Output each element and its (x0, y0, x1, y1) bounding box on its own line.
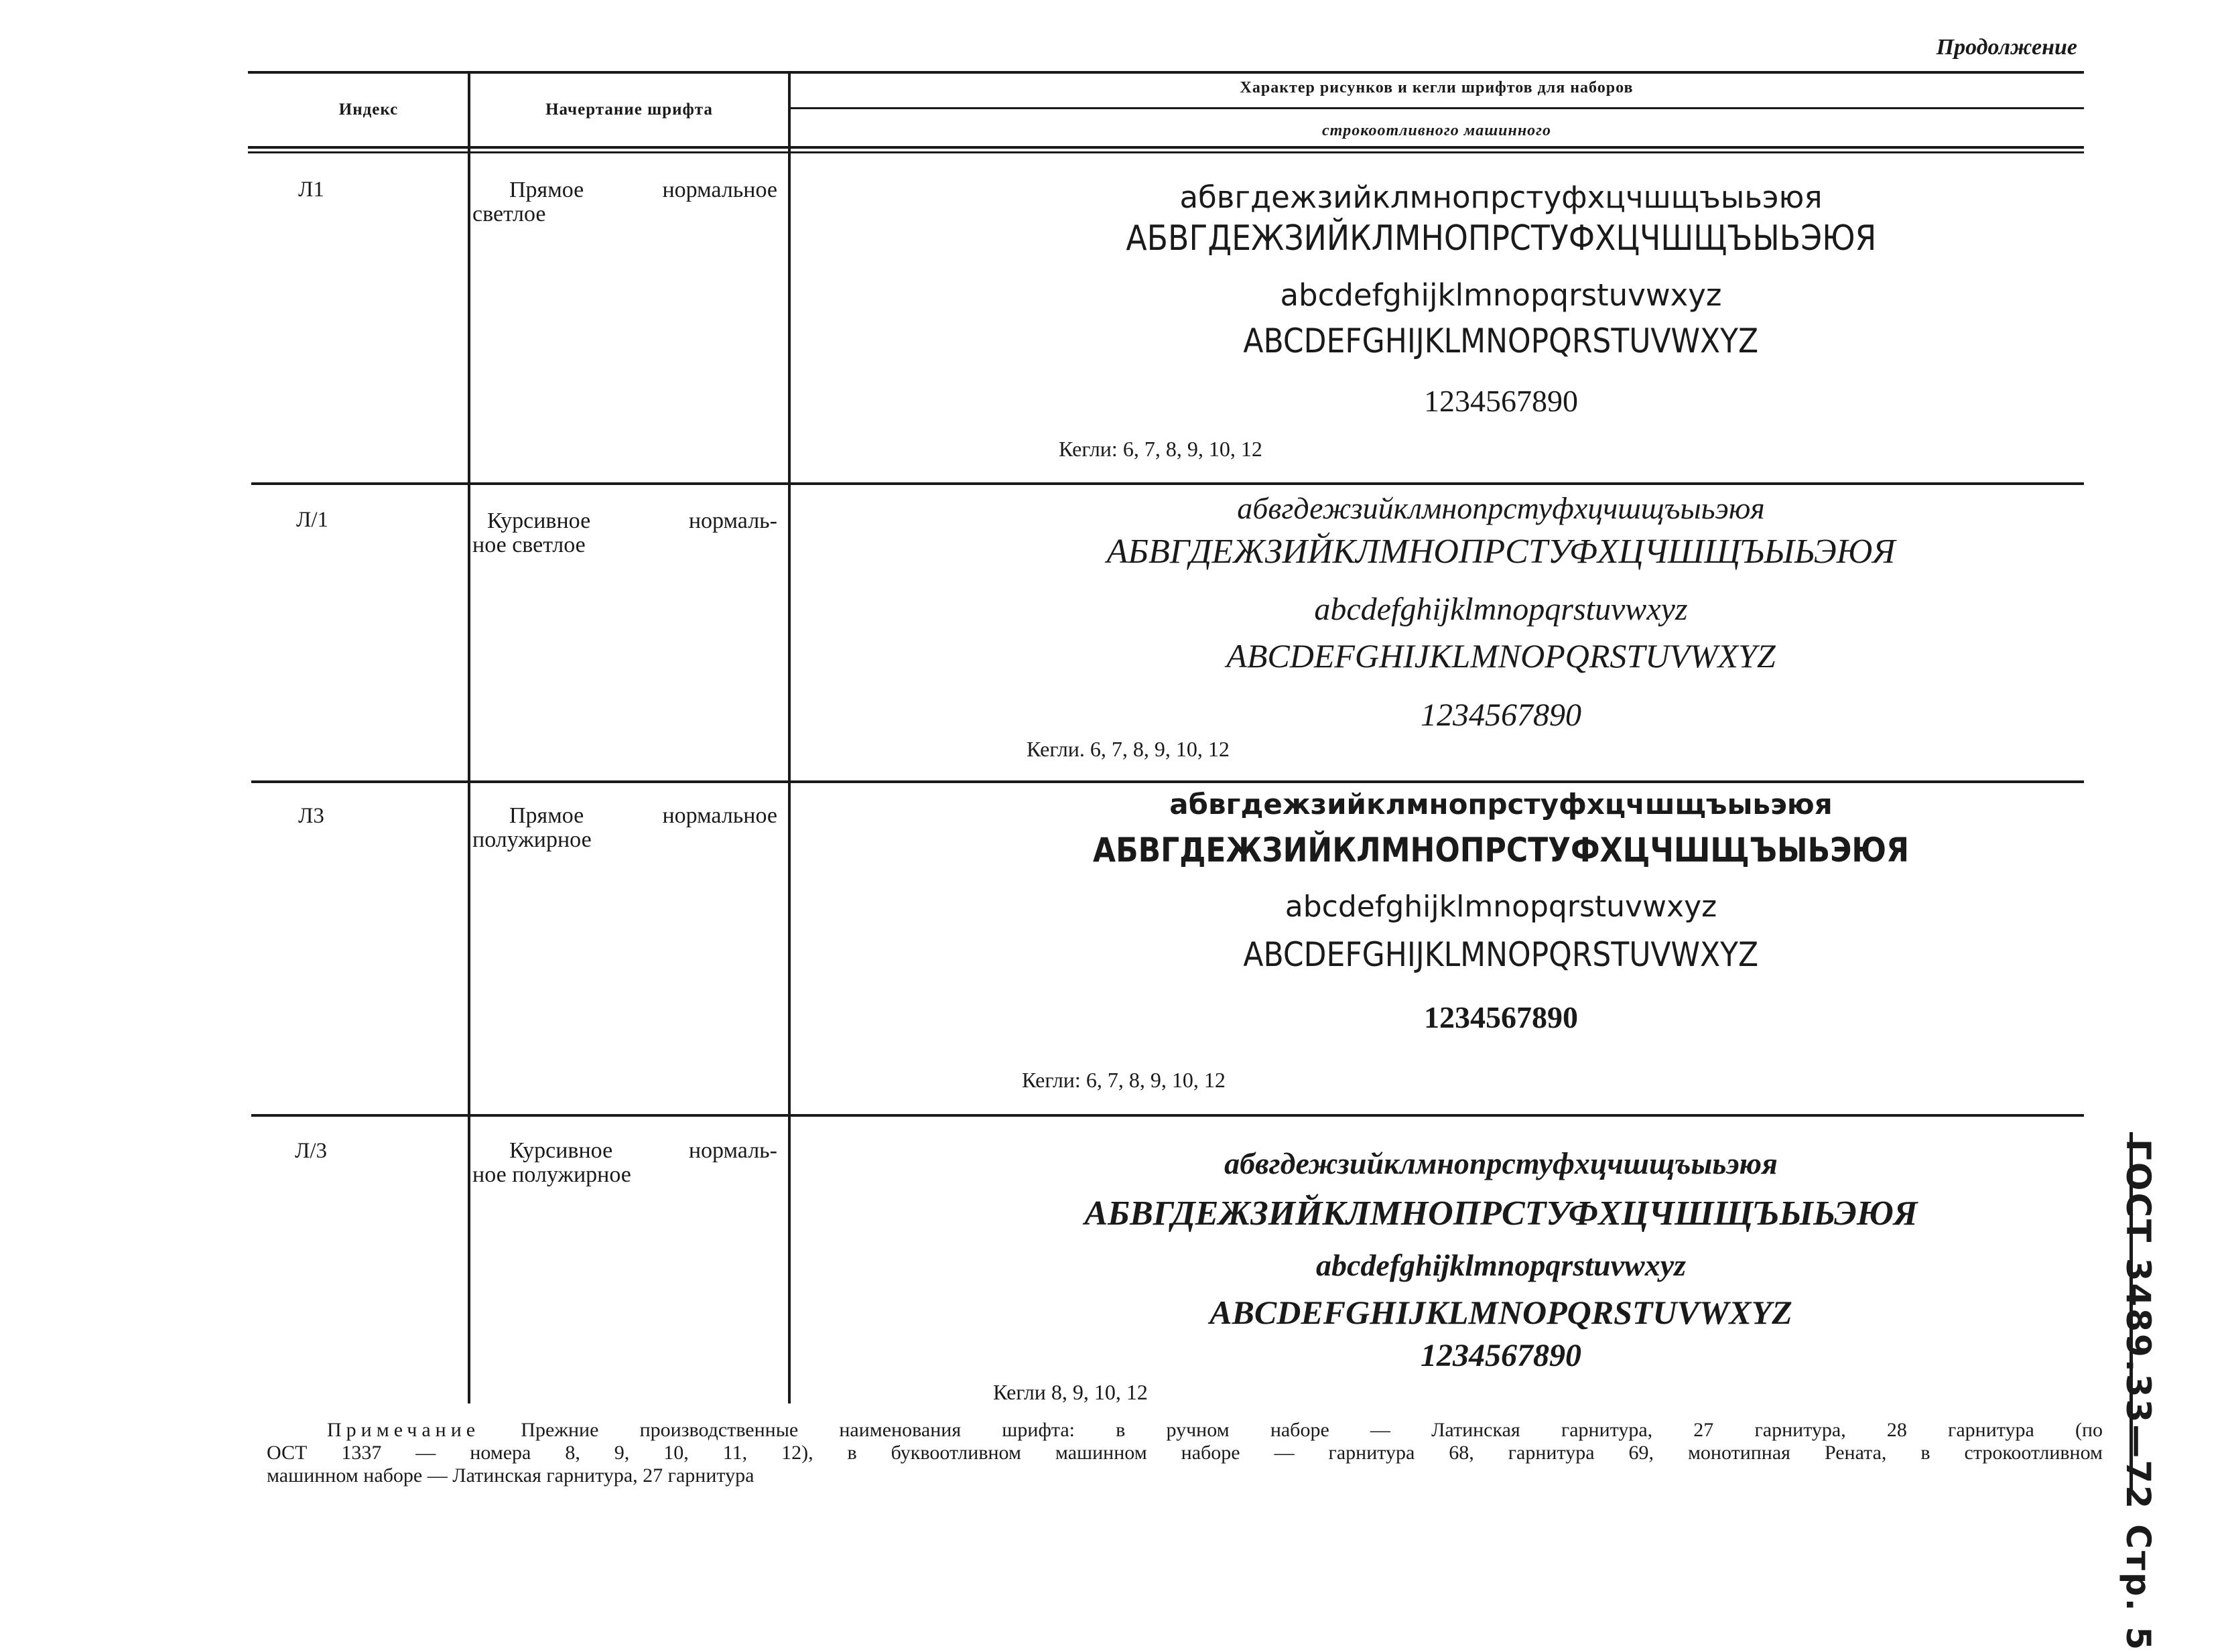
sample-digits: 1234567890 (1421, 1338, 1581, 1373)
row-separator-1 (251, 482, 2084, 485)
row-index: Л/1 (296, 508, 329, 532)
sample-cyr-upper (791, 218, 2211, 259)
header-bottom-rule-2 (248, 151, 2084, 153)
typeface-name (472, 178, 777, 226)
font-sizes: Кегли. 6, 7, 8, 9, 10, 12 (1027, 737, 1230, 761)
sample-cyr-lower: абвгдежзийклмнопрстуфхцчшщъыьэюя (1179, 180, 1823, 215)
typeface-name-line: ное светлое (472, 533, 586, 557)
sample-lat-lower: abcdefghijklmnopqrstuvwxyz (1280, 277, 1722, 313)
typeface-name-word: нормаль- (688, 1138, 777, 1163)
footnote (267, 1419, 2103, 1487)
sample-lat-upper-text: ABCDEFGHIJKLMNOPQRSTUVWXYZ (1243, 935, 1759, 974)
header-subheader: строкоотливного машинного (1321, 122, 1552, 139)
font-sizes: Кегли 8, 9, 10, 12 (993, 1380, 1148, 1404)
sample-cyr-lower: абвгдежзийклмнопрстуфхцчшщъыьэюя (1237, 491, 1765, 525)
typeface-name (472, 1139, 777, 1187)
sample-lat-upper-text: ABCDEFGHIJKLMNOPQRSTUVWXYZ (1243, 322, 1759, 360)
typeface-name-word: нормальное (662, 178, 777, 202)
header-index: Индекс (338, 100, 399, 119)
side-label: ГОСТ 3489.33—72 Стр. 5 (2119, 1139, 2158, 1652)
column-rule-1 (468, 74, 470, 1403)
footnote-text: машинном наборе — Латинская гарнитура, 27 гарнитура (267, 1464, 755, 1487)
row-index: Л/3 (295, 1139, 328, 1163)
header-bottom-rule (248, 146, 2084, 149)
font-sizes: Кегли: 6, 7, 8, 9, 10, 12 (1059, 437, 1262, 461)
header-typeface: Начертание шрифта (545, 100, 713, 119)
header-character-title: Характер рисунков и кегли шрифтов для наборов (1240, 79, 1634, 96)
sample-lat-lower: abcdefghijklmnopqrstuvwxyz (1315, 1248, 1687, 1282)
sample-digits: 1234567890 (1421, 697, 1581, 733)
row-index: Л3 (298, 804, 324, 828)
sample-digits: 1234567890 (1424, 1000, 1578, 1034)
sample-lat-lower: abcdefghijklmnopqrstuvwxyz (1314, 592, 1688, 627)
footnote-label: Примечание (327, 1419, 480, 1441)
font-sizes: Кегли: 6, 7, 8, 9, 10, 12 (1022, 1068, 1226, 1092)
table-top-rule (248, 71, 2084, 74)
typeface-name-word: Курсивное (487, 508, 591, 533)
typeface-name-word: нормальное (662, 803, 777, 828)
sample-lat-lower: abcdefghijklmnopqrstuvwxyz (1285, 890, 1717, 924)
sample-lat-upper: ABCDEFGHIJKLMNOPQRSTUVWXYZ (1226, 637, 1776, 675)
typeface-name-word: нормаль- (688, 508, 777, 533)
sample-cyr-upper (791, 831, 2211, 870)
header-mid-rule (789, 107, 2084, 109)
row-separator-2 (251, 780, 2084, 783)
typeface-name-word: Прямое (509, 178, 584, 202)
sample-cyr-lower: абвгдежзийклмнопрстуфхцчшщъыьэюя (1224, 1146, 1778, 1180)
sample-lat-upper (791, 935, 2211, 974)
typeface-name-word: Курсивное (509, 1138, 613, 1163)
typeface-name-word: Прямое (509, 803, 584, 828)
sample-cyr-upper-text: АБВГДЕЖЗИЙКЛМНОПРСТУФХЦЧШЩЪЫЬЭЮЯ (1126, 218, 1876, 259)
typeface-name-line: светлое (472, 202, 546, 226)
sample-lat-upper: ABCDEFGHIJKLMNOPQRSTUVWXYZ (1209, 1294, 1792, 1331)
sample-cyr-lower: абвгдежзийклмнопрстуфхцчшщъыьэюя (1169, 788, 1833, 821)
footnote-text: Прежние производственные наименования шрифта: в ручном наборе — Латинская гарнитура, 27 гарнитура, 28 гарнитура (по (521, 1419, 2103, 1441)
sample-cyr-upper: АБВГДЕЖЗИЙКЛМНОПРСТУФХЦЧШЩЪЫЬЭЮЯ (1084, 1194, 1918, 1233)
sample-digits: 1234567890 (1424, 384, 1578, 418)
typeface-name (472, 509, 777, 557)
sample-cyr-upper: АБВГДЕЖЗИЙКЛМНОПРСТУФХЦЧШЩЪЫЬЭЮЯ (1106, 533, 1896, 571)
footnote-text: ОСТ 1337 — номера 8, 9, 10, 11, 12), в буквоотливном машинном наборе — гарнитура 68, гарнитура 69, монотипная Рената, в строкоотливном (267, 1442, 2103, 1464)
sample-lat-upper (791, 322, 2211, 360)
row-index: Л1 (298, 178, 324, 202)
typeface-name-line: полужирное (472, 827, 592, 852)
continuation-label: Продолжение (1936, 35, 2077, 60)
sample-cyr-upper-text: АБВГДЕЖЗИЙКЛМНОПРСТУФХЦЧШЩЪЫЬЭЮЯ (1093, 831, 1909, 870)
typeface-name (472, 804, 777, 852)
row-separator-3 (251, 1114, 2084, 1117)
typeface-name-line: ное полужирное (472, 1162, 631, 1187)
